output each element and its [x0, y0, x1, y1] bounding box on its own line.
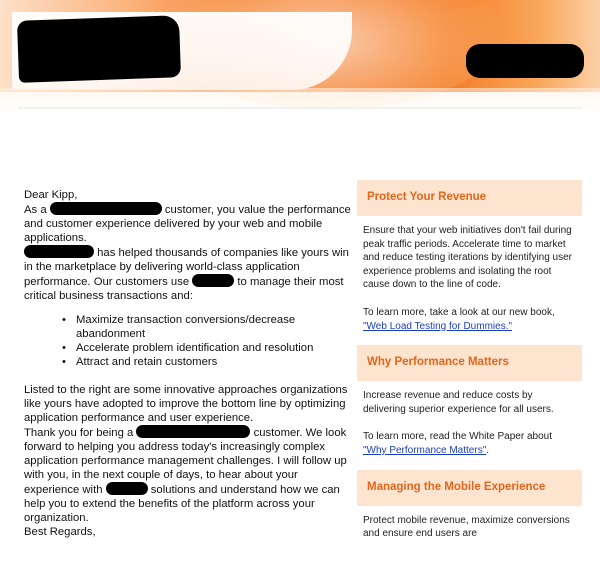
section-body: Protect mobile revenue, maximize conversions and ensure end users are: [363, 514, 570, 540]
white-paper-link[interactable]: "Why Performance Matters": [363, 444, 487, 456]
greeting: Dear Kipp,: [24, 189, 78, 201]
sidebar-section-performance-matters: [357, 345, 582, 469]
closing: Best Regards,: [24, 526, 96, 538]
section-title: Protect Your Revenue: [357, 180, 582, 216]
letter-body: [24, 188, 352, 539]
redacted-company-name: [50, 202, 162, 215]
redacted-logo: [17, 15, 181, 83]
sidebar-section-mobile-experience: [357, 470, 582, 553]
sidebar-section-protect-revenue: [357, 180, 582, 345]
letter-paragraph-4: Thank you for being a customer. We look forward to helping you address today's increasingly complex application performance management challenges. I will follow up with you, in the next couple of days, to hear about your experience with solutions and understand how we can help you to extend the benefits of the platform across your organization.: [24, 427, 347, 524]
section-body: Ensure that your web initiatives don't fail during peak traffic periods. Accelerate time to market and reduce testing iterations by identifying user experience problems and isolating the root cause down to the line of code. To learn more, take a look at our new book, "Web Load Testing for Dummies.": [363, 225, 573, 332]
list-item: • Maximize transaction conversions/decrease abandonment: [62, 313, 352, 341]
benefits-list: [62, 313, 352, 369]
redacted-product-name: [106, 482, 148, 495]
list-item: • Attract and retain customers: [62, 355, 352, 369]
letter-paragraph-3: Listed to the right are some innovative approaches organizations like yours have adopted to improve the bottom line by optimizing application performance and user experience.: [24, 384, 348, 424]
sidebar: [357, 180, 582, 553]
letter-paragraph-2: has helped thousands of companies like yours win in the marketplace by delivering world-class application performance. Our customers use to manage their most critical business transactions and:: [24, 247, 349, 302]
section-title: Why Performance Matters: [357, 345, 582, 381]
redacted-product-name: [192, 274, 234, 287]
section-title: Managing the Mobile Experience: [357, 470, 582, 506]
letter-paragraph-1: As a customer, you value the performance and customer experience delivered by your web and mobile applications.: [24, 204, 351, 244]
redacted-company-name: [136, 425, 250, 438]
redacted-brand: [466, 44, 584, 78]
email-header-banner: [0, 0, 600, 112]
header-divider: [18, 107, 582, 109]
web-load-testing-book-link[interactable]: "Web Load Testing for Dummies.": [363, 320, 513, 332]
list-item: • Accelerate problem identification and resolution: [62, 341, 352, 355]
redacted-company-name: [24, 245, 94, 258]
section-body: Increase revenue and reduce costs by delivering superior experience for all users. To learn more, read the White Paper about "Why Performance Matters".: [363, 390, 554, 456]
